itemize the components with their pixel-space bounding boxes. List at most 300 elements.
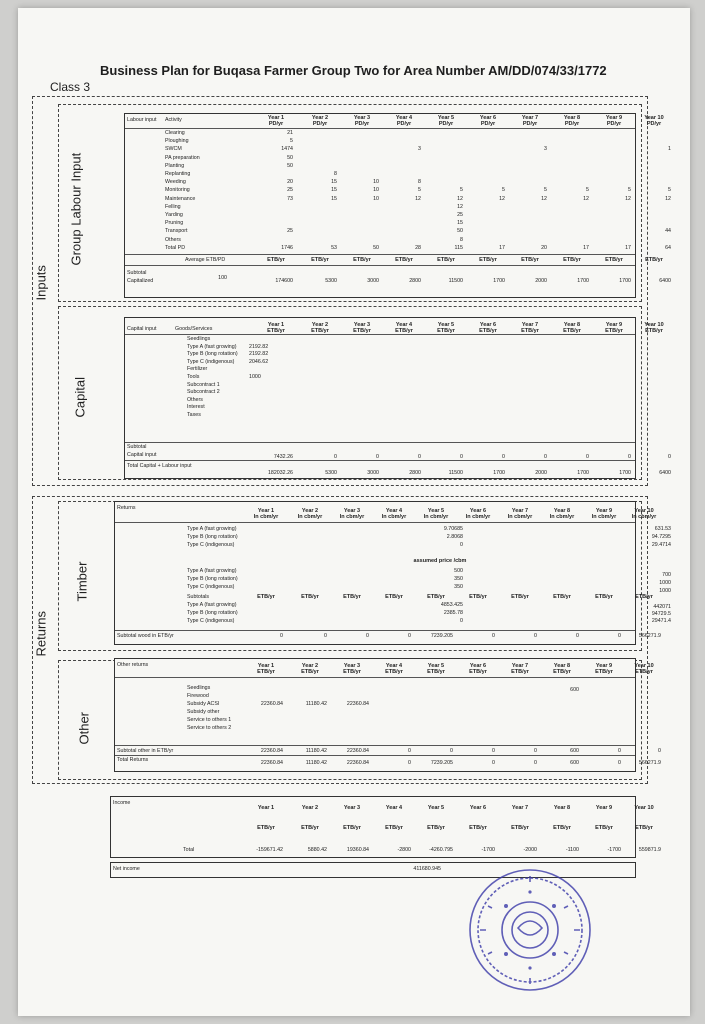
year-header: Year 10 <box>634 663 654 669</box>
subsidy-value: 22360.84 <box>260 701 283 707</box>
year-header: Year 9 <box>595 508 613 514</box>
activity-label: Weeding <box>165 179 186 186</box>
labour-value: 28 <box>415 244 421 251</box>
capital-input-value: 7432.26 <box>273 454 293 460</box>
unit-header: ETB/yr <box>301 825 319 831</box>
subtotal-value: 2800 <box>409 278 421 284</box>
subtotal-other-value: 0 <box>492 748 495 754</box>
inputs-label: Inputs <box>33 265 49 301</box>
year-header: Year 1 <box>267 115 285 121</box>
unit-header: ETB/yr <box>311 328 329 334</box>
unit-header: PD/yr <box>522 121 538 127</box>
unit-header: ETB/yr <box>267 328 285 334</box>
capital-year1-value: 1000 <box>249 374 261 380</box>
unit-header: ETB/yr <box>437 257 455 263</box>
labour-value: 5 <box>460 187 463 194</box>
income-total-value: -1700 <box>607 847 621 853</box>
unit-header: ETB/yr <box>511 594 529 600</box>
income-total-value: 559871.9 <box>638 847 661 853</box>
capital-year1-value: 2046.62 <box>249 358 269 365</box>
subsidy-value: 11180.42 <box>305 701 327 707</box>
capital-item-label: Others <box>187 396 203 403</box>
average-value: 100 <box>218 275 227 281</box>
unit-header: In cbm/yr <box>549 514 575 520</box>
capital-input-value: 0 <box>334 454 337 460</box>
year-header: Year 7 <box>511 663 529 669</box>
unit-header: PD/yr <box>646 121 662 127</box>
subtotal-other-label: Subtotal other in ETB/yr <box>117 748 174 754</box>
unit-header: PD/yr <box>438 121 454 127</box>
total-returns-value: 566271.9 <box>638 760 661 766</box>
divider <box>125 442 635 443</box>
other-item-label: Service to others 1 <box>187 717 232 723</box>
subtotal-value: 1700 <box>619 278 631 284</box>
total-capital-value: 2000 <box>535 470 547 476</box>
year-header: Year 6 <box>479 322 497 328</box>
year-header: Year 4 <box>385 805 403 811</box>
unit-header: ETB/yr <box>645 257 663 263</box>
total-returns-value: 0 <box>534 760 537 766</box>
unit-header: ETB/yr <box>563 257 581 263</box>
y5-value: 0 <box>460 618 463 624</box>
total-capital-value: 6400 <box>659 470 671 476</box>
income-total-label: Total <box>183 847 195 853</box>
year-header: Year 2 <box>301 663 319 669</box>
total-returns-value: 22360.84 <box>346 760 369 766</box>
header-divider <box>115 677 635 678</box>
subtotal-wood-value: 0 <box>280 633 283 639</box>
activity-label: Transport <box>165 228 188 235</box>
unit-header: PD/yr <box>564 121 580 127</box>
subtotal-other-value: 0 <box>658 748 661 754</box>
subsidy-value: 22360.84 <box>346 701 369 707</box>
activity-label: Maintenance <box>165 195 196 202</box>
labour-value: 10 <box>373 195 379 202</box>
capital-item-label: Subcontract 1 <box>187 381 220 388</box>
header-divider <box>125 334 635 335</box>
subtotal-other-value: 11180.42 <box>305 748 327 754</box>
labour-value: 12 <box>625 195 631 202</box>
labour-value: 15 <box>331 179 337 186</box>
unit-header: In cbm/yr <box>423 514 449 520</box>
unit-header: ETB/yr <box>521 328 539 334</box>
subtotals-label: Subtotals <box>187 594 210 600</box>
value-type-label: Type B (long rotation) <box>187 610 238 616</box>
activity-label: Total PD <box>165 244 186 251</box>
unit-header: ETB/yr <box>353 257 371 263</box>
year-header: Year 4 <box>395 115 413 121</box>
income-total-value: -2000 <box>523 847 537 853</box>
activity-label: PA preparation <box>165 154 200 161</box>
capital-input-value: 0 <box>628 454 631 460</box>
labour-value: 10 <box>373 179 379 186</box>
labour-value: 25 <box>287 187 293 194</box>
other-table <box>114 658 661 772</box>
year-header: Year 5 <box>437 115 455 121</box>
total-capital-label: Total Capital + Labour input <box>127 463 192 469</box>
year-header: Year 6 <box>479 115 497 121</box>
unit-header: ETB/yr <box>437 328 455 334</box>
labour-value: 12 <box>665 195 671 202</box>
total-capital-value: 1700 <box>577 470 589 476</box>
subtotal-wood-value: 566271.9 <box>638 633 661 639</box>
activity-label: SWCM <box>165 146 182 153</box>
year-header: Year 8 <box>563 115 581 121</box>
labour-value: 3 <box>418 146 421 153</box>
unit-header: ETB/yr <box>521 257 539 263</box>
year-header: Year 10 <box>634 805 654 811</box>
year-header: Year 3 <box>353 115 371 121</box>
income-total-value: -159671.42 <box>256 847 283 853</box>
unit-header: In cbm/yr <box>631 514 657 520</box>
year-header: Year 7 <box>521 115 539 121</box>
unit-header: ETB/yr <box>553 594 571 600</box>
unit-header: ETB/yr <box>257 825 275 831</box>
total-returns-value: 0 <box>618 760 621 766</box>
subtotal-value: 11500 <box>448 278 463 284</box>
capital-item-label: Tools <box>187 374 200 380</box>
year-header: Year 9 <box>595 805 613 811</box>
labour-value: 15 <box>331 195 337 202</box>
labour-value: 5 <box>544 187 547 194</box>
y10-price: 1000 <box>659 580 671 586</box>
capitalized-label: Capitalized <box>127 278 154 284</box>
year-header: Year 2 <box>311 322 329 328</box>
net-income-label: Net income <box>113 866 140 872</box>
labour-value: 5 <box>668 187 671 194</box>
labour-value: 3 <box>544 146 547 153</box>
year-header: Year 5 <box>427 663 445 669</box>
unit-header: ETB/yr <box>257 669 275 675</box>
y8-seedlings-value: 600 <box>570 687 579 693</box>
capital-year1-value: 2192.82 <box>249 343 269 350</box>
capital-input-value: 0 <box>460 454 463 460</box>
unit-header: ETB/yr <box>511 669 529 675</box>
subtotal-wood-label: Subtotal wood in ETB/yr <box>117 633 174 639</box>
class-label: Class 3 <box>50 80 91 94</box>
unit-header: ETB/yr <box>469 594 487 600</box>
y10-value: 94729.5 <box>651 611 671 617</box>
labour-value: 12 <box>457 195 463 202</box>
year-header: Year 4 <box>395 322 413 328</box>
group-labour-label: Group Labour Input <box>68 152 84 266</box>
total-capital-value: 2800 <box>409 470 421 476</box>
unit-header: ETB/yr <box>385 594 403 600</box>
official-seal-stamp <box>466 866 594 994</box>
year-header: Year 6 <box>469 663 487 669</box>
capital-item-label: Type A (fast growing) <box>187 343 237 350</box>
labour-value: 44 <box>665 228 671 235</box>
labour-value: 50 <box>287 154 293 161</box>
activity-label: Planting <box>165 162 185 169</box>
total-returns-label: Total Returns <box>117 757 149 763</box>
total-returns-value: 0 <box>408 760 411 766</box>
unit-header: ETB/yr <box>553 669 571 675</box>
subtotal-wood-value: 0 <box>618 633 621 639</box>
labour-value: 25 <box>457 212 463 218</box>
unit-header: ETB/yr <box>343 594 361 600</box>
unit-header: ETB/yr <box>343 825 361 831</box>
unit-header: ETB/yr <box>469 825 487 831</box>
income-total-value: -2800 <box>397 847 411 853</box>
income-total-value: -1100 <box>565 847 579 853</box>
subtotal-wood-value: 0 <box>408 633 411 639</box>
labour-value: 20 <box>541 244 547 251</box>
subtotal-wood-value: 0 <box>366 633 369 639</box>
activity-label: Pruning <box>165 220 184 227</box>
capital-input-value: 0 <box>502 454 505 460</box>
year-header: Year 9 <box>595 663 613 669</box>
capital-table <box>124 317 671 479</box>
year-header: Year 10 <box>634 508 654 514</box>
unit-header: In cbm/yr <box>253 514 279 520</box>
subtotal-wood-value: 0 <box>534 633 537 639</box>
labour-value: 50 <box>373 244 379 251</box>
labour-value: 17 <box>499 244 505 251</box>
goods-header: Goods/Services <box>175 326 213 332</box>
labour-input-header: Labour input <box>127 117 157 123</box>
labour-value: 115 <box>454 244 463 251</box>
unit-header: In cbm/yr <box>507 514 533 520</box>
income-total-value: -1700 <box>481 847 495 853</box>
unit-header: ETB/yr <box>469 669 487 675</box>
divider <box>125 265 635 266</box>
income-header: Income <box>113 800 131 806</box>
document-page <box>18 8 690 1016</box>
unit-header: ETB/yr <box>595 669 613 675</box>
divider <box>115 745 635 746</box>
other-returns-header: Other returns <box>117 662 149 668</box>
unit-header: In cbm/yr <box>297 514 323 520</box>
year-header: Year 2 <box>301 805 319 811</box>
timber-type-label: Type A (fast growing) <box>187 526 237 532</box>
other-item-label: Service to others 2 <box>187 725 232 731</box>
total-capital-value: 182032.26 <box>267 470 293 476</box>
capital-item-label: Taxes <box>187 412 201 418</box>
labour-value: 5 <box>290 138 293 145</box>
year-header: Year 6 <box>469 508 487 514</box>
price-type-label: Type B (long rotation) <box>187 576 238 582</box>
unit-header: In cbm/yr <box>381 514 407 520</box>
timber-type-label: Type B (long rotation) <box>187 534 238 540</box>
total-returns-value: 7239.205 <box>430 760 453 766</box>
y10-volume: 631.53 <box>654 526 671 532</box>
labour-value: 12 <box>541 195 547 202</box>
y5-price: 350 <box>454 584 463 590</box>
labour-value: 12 <box>415 195 421 202</box>
year-header: Year 4 <box>385 663 403 669</box>
subtotal-other-value: 0 <box>534 748 537 754</box>
unit-header: ETB/yr <box>553 825 571 831</box>
year-header: Year 3 <box>343 508 361 514</box>
capital-item-label: Subcontract 2 <box>187 389 220 396</box>
year-header: Year 1 <box>257 663 275 669</box>
labour-value: 5 <box>502 187 505 194</box>
capital-input-value: 0 <box>376 454 379 460</box>
activity-label: Monitoring <box>165 187 190 194</box>
year-header: Year 7 <box>511 508 529 514</box>
unit-header: ETB/yr <box>635 594 653 600</box>
activity-label: Others <box>165 236 181 243</box>
other-item-label: Subsidy other <box>187 709 220 715</box>
year-header: Year 3 <box>343 805 361 811</box>
other-label: Other <box>76 711 92 745</box>
subtotal-value: 3000 <box>367 278 379 284</box>
capital-item-label: Interest <box>187 404 205 411</box>
capital-label: Capital <box>72 377 88 418</box>
unit-header: ETB/yr <box>385 825 403 831</box>
capital-input-value: 0 <box>586 454 589 460</box>
year-header: Year 8 <box>563 322 581 328</box>
unit-header: PD/yr <box>312 121 328 127</box>
timber-table <box>114 501 671 645</box>
year-header: Year 4 <box>385 508 403 514</box>
year-header: Year 10 <box>644 322 664 328</box>
total-returns-value: 0 <box>492 760 495 766</box>
unit-header: ETB/yr <box>479 257 497 263</box>
subtotal-value: 174600 <box>275 278 293 284</box>
y10-price: 1000 <box>659 588 671 594</box>
total-returns-value: 22360.84 <box>260 760 283 766</box>
labour-value: 10 <box>373 187 379 194</box>
unit-header: ETB/yr <box>427 825 445 831</box>
labour-value: 15 <box>457 220 463 227</box>
year-header: Year 1 <box>257 508 275 514</box>
year-header: Year 2 <box>311 115 329 121</box>
subtotal-value: 6400 <box>659 278 671 284</box>
subtotal-other-value: 0 <box>618 748 621 754</box>
y10-volume: 29.4714 <box>651 542 671 548</box>
unit-header: ETB/yr <box>563 328 581 334</box>
labour-value: 5 <box>586 187 589 194</box>
labour-value: 5 <box>628 187 631 194</box>
activity-label: Clearing <box>165 130 185 136</box>
subtotal-value: 1700 <box>493 278 505 284</box>
capital-item-label: Fertilizer <box>187 366 208 373</box>
unit-header: ETB/yr <box>301 669 319 675</box>
y10-price: 700 <box>662 572 671 578</box>
labour-value: 12 <box>457 203 463 210</box>
activity-label: Replanting <box>165 171 191 177</box>
y5-volume: 0 <box>460 542 463 548</box>
unit-header: ETB/yr <box>385 669 403 675</box>
unit-header: ETB/yr <box>395 257 413 263</box>
subtotal-wood-value: 0 <box>324 633 327 639</box>
unit-header: ETB/yr <box>395 328 413 334</box>
value-type-label: Type A (fast growing) <box>187 602 237 608</box>
year-header: Year 5 <box>427 508 445 514</box>
y10-volume: 94.7295 <box>651 534 671 540</box>
year-header: Year 5 <box>437 322 455 328</box>
timber-type-label: Type C (indigenous) <box>187 542 235 548</box>
unit-header: ETB/yr <box>605 257 623 263</box>
unit-header: ETB/yr <box>595 825 613 831</box>
activity-label: Ploughing <box>165 138 189 145</box>
y10-value: 442071 <box>653 604 671 610</box>
total-returns-value: 600 <box>570 760 579 766</box>
unit-header: PD/yr <box>396 121 412 127</box>
timber-label: Timber <box>74 561 90 602</box>
labour-value: 25 <box>287 228 293 235</box>
year-header: Year 8 <box>553 508 571 514</box>
value-type-label: Type C (indigenous) <box>187 618 235 624</box>
capital-input-value: 0 <box>544 454 547 460</box>
total-capital-value: 1700 <box>619 470 631 476</box>
net-income-value: 411680.945 <box>413 866 441 872</box>
unit-header: PD/yr <box>480 121 496 127</box>
income-total-value: -4260.795 <box>429 847 453 853</box>
year-header: Year 7 <box>521 322 539 328</box>
unit-header: ETB/yr <box>511 825 529 831</box>
year-header: Year 9 <box>605 322 623 328</box>
capital-item-label: Seedlings <box>187 336 211 342</box>
unit-header: In cbm/yr <box>465 514 491 520</box>
unit-header: ETB/yr <box>635 669 653 675</box>
activity-label: Felling <box>165 203 181 210</box>
price-type-label: Type A (fast growing) <box>187 568 237 574</box>
divider <box>125 460 635 461</box>
capital-year1-value: 2192.82 <box>249 351 269 358</box>
year-header: Year 8 <box>553 805 571 811</box>
y5-volume: 2.8068 <box>446 534 463 540</box>
labour-value: 8 <box>418 179 421 186</box>
capital-item-label: Type C (indigenous) <box>187 358 235 365</box>
unit-header: ETB/yr <box>595 594 613 600</box>
subtotal-other-value: 22360.84 <box>260 748 283 754</box>
labour-value: 8 <box>460 236 463 243</box>
capital-input-label: Capital input <box>127 452 157 458</box>
y5-value: 2385.78 <box>443 610 463 616</box>
unit-header: PD/yr <box>354 121 370 127</box>
labour-table <box>124 113 671 298</box>
year-header: Year 3 <box>343 663 361 669</box>
year-header: Year 7 <box>511 805 529 811</box>
labour-value: 50 <box>287 162 293 169</box>
income-table <box>110 796 661 858</box>
average-label: Average ETB/PD <box>185 257 226 263</box>
year-header: Year 2 <box>301 508 319 514</box>
labour-value: 50 <box>457 228 463 235</box>
unit-header: ETB/yr <box>605 328 623 334</box>
labour-value: 15 <box>331 187 337 194</box>
unit-header: ETB/yr <box>301 594 319 600</box>
labour-value: 1474 <box>281 146 293 153</box>
divider <box>115 755 635 756</box>
unit-header: ETB/yr <box>257 594 275 600</box>
unit-header: ETB/yr <box>479 328 497 334</box>
returns-label: Returns <box>33 610 49 657</box>
labour-value: 12 <box>583 195 589 202</box>
header-divider <box>125 128 635 129</box>
y10-value: 29471.4 <box>651 618 671 624</box>
subtotal-other-value: 0 <box>450 748 453 754</box>
y5-price: 350 <box>454 576 463 582</box>
unit-header: ETB/yr <box>645 328 663 334</box>
subtotal-value: 1700 <box>577 278 589 284</box>
price-type-label: Type C (indigenous) <box>187 584 235 590</box>
unit-header: ETB/yr <box>427 594 445 600</box>
unit-header: ETB/yr <box>635 825 653 831</box>
other-item-label: Seedlings <box>187 685 211 691</box>
returns-header: Returns <box>117 505 136 511</box>
labour-value: 12 <box>499 195 505 202</box>
other-item-label: Firewood <box>187 693 209 699</box>
total-capital-value: 1700 <box>493 470 505 476</box>
labour-value: 17 <box>583 244 589 251</box>
labour-value: 53 <box>331 244 337 251</box>
subtotal-wood-value: 0 <box>492 633 495 639</box>
unit-header: In cbm/yr <box>339 514 365 520</box>
